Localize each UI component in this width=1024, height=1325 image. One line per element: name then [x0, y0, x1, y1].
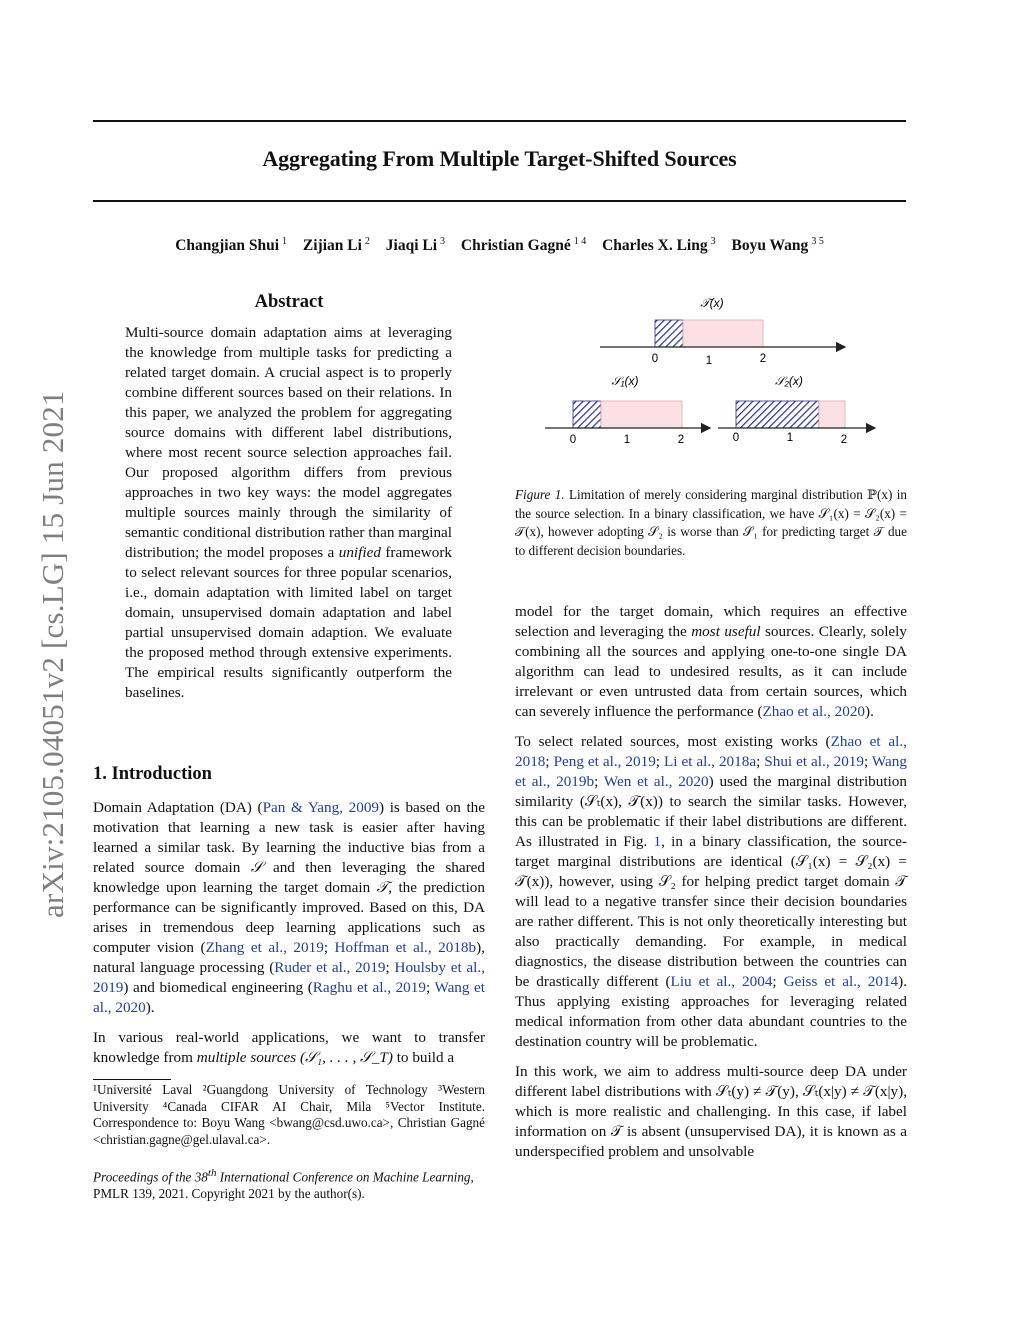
figure-reference-link[interactable]: 1 — [653, 833, 662, 850]
tick-label: 2 — [840, 434, 848, 446]
citation-link[interactable]: Pan & Yang, 2009 — [262, 799, 380, 816]
author: Changjian Shui $^1$ — [175, 236, 288, 255]
section-heading-introduction: 1. Introduction — [93, 764, 212, 784]
citation-link[interactable]: Liu et al., 2004 — [670, 973, 773, 990]
tick-label: 0 — [569, 434, 577, 446]
hatched-region-target — [655, 320, 683, 347]
paragraph: To select related sources, most existing works (Zhao et al., 2018; Peng et al., 2019; Li et al., 2018a; Shui et al., 2019; Wang et al., 2019b; Wen et al., 2020) used the marginal distribution similarity (𝒮ₜ(x), 𝒯(x)) to search the similar tasks. However, this can be problematic if their label distributions are different. As illustrated in Fig. 1, in a binary classification, the source-target marginal distributions are identical (𝒮₁(x) = 𝒮₂(x) = 𝒯(x)), however, using 𝒮₂ for helping predict target domain 𝒯 will lead to a negative transfer since their decision boundaries are rather different. This is not only theoretically interesting but also practically demanding. For example, in medical diagnostics, the disease distribution between the countries can be drastically different (Liu et al., 2004; Geiss et al., 2014). Thus applying existing approaches for leveraging related medical information from other data abundant countries to the destination country will be problematic. — [515, 733, 908, 1050]
tick-label: 1 — [623, 434, 631, 446]
footnote-rule — [93, 1079, 171, 1080]
citation-link[interactable]: Li et al., 2018a — [664, 753, 757, 770]
figure-1-caption: Figure 1. Limitation of merely considering marginal distribution ℙ(x) in the source selection. In a binary classification, we have 𝒮₁(x) = 𝒮₂(x) = 𝒯(x), however adopting 𝒮₂ is worse than 𝒮₁ for predicting target 𝒯 due to different decision boundaries. — [515, 487, 908, 558]
citation-link[interactable]: Zhao et al., 2018 — [515, 733, 907, 770]
paragraph: In this work, we aim to address multi-source deep DA under different label distributions with 𝒮ₜ(y) ≠ 𝒯(y), 𝒮ₜ(x|y) ≠ 𝒯(x|y), which is more realistic and challenging. In this case, if label information on 𝒯 is absent (unsupervised DA), it is known as a underspecified problem and unsolvable — [515, 1063, 907, 1160]
citation-link[interactable]: Wen et al., 2020 — [603, 773, 709, 790]
citation-link[interactable]: Ruder et al., 2019 — [274, 959, 386, 976]
paragraph: Domain Adaptation (DA) (Pan & Yang, 2009) is based on the motivation that learning a new task is easier after having learned a similar task. By learning the inductive bias from a related source domain 𝒮 and then leveraging the shared knowledge upon learning the target domain 𝒯, the prediction performance can be significantly improved. Based on this, DA arises in tremendous deep learning applications such as computer vision (Zhang et al., 2019; Hoffman et al., 2018b), natural language processing (Ruder et al., 2019; Houlsby et al., 2019) and biomedical engineering (Raghu et al., 2019; Wang et al., 2020). — [93, 799, 486, 1016]
citation-link[interactable]: Houlsby et al., 2019 — [93, 959, 485, 996]
author: Zijian Li $^2$ — [302, 236, 370, 255]
citation-link[interactable]: Hoffman et al., 2018b — [334, 939, 477, 956]
abstract-body: Multi-source domain adaptation aims at leveraging the knowledge from multiple tasks for predicting a related target domain. A crucial aspect is to properly combine different sources based on their relations. In this paper, we analyzed the problem for aggregating source domains with different label distributions, where most recent source selection approaches fail. Our proposed algorithm differs from previous approaches in two key ways: the model aggregates multiple sources mainly through the similarity of semantic conditional distribution rather than marginal distribution; the model proposes a unified framework to select relevant sources for three popular scenarios, i.e., domain adaptation with limited label on target domain, unsupervised domain adaptation and label partial unsupervised domain adaption. We evaluate the proposed method through extensive experiments. The empirical results significantly outperform the baselines. — [125, 324, 452, 701]
title-rule — [93, 200, 906, 202]
citation-link[interactable]: Peng et al., 2019 — [553, 753, 656, 770]
tick-label: 2 — [677, 434, 685, 446]
paper-title: Aggregating From Multiple Target-Shifted Sources — [262, 146, 737, 171]
affiliations-footnote: ¹Université Laval ²Guangdong University of Technology ³Western University ⁴Canada CIFAR AI Chair, Mila ⁵Vector Institute. Correspondence to: Boyu Wang <bwang@csd.uwo.ca>, Christian Gagné <christian.gagne@gel.ulaval.ca>. — [93, 1082, 485, 1147]
pink-region-source-2 — [819, 401, 845, 428]
author: Charles X. Ling $^3$ — [602, 236, 716, 255]
paragraph: In various real-world applications, we want to transfer knowledge from multiple sources (𝒮₁, . . . , 𝒮_T) to build a — [93, 1029, 485, 1066]
tick-label: 1 — [786, 432, 794, 444]
author: Christian Gagné $^{1 4}$ — [460, 236, 587, 255]
citation-link[interactable]: Raghu et al., 2019 — [312, 979, 426, 996]
citation-link[interactable]: Geiss et al., 2014 — [783, 973, 899, 990]
pink-region-source-1 — [601, 401, 682, 428]
figure-1-diagram — [540, 288, 910, 453]
source-2-distribution-label: 𝒮₂(x) — [775, 374, 803, 388]
citation-link[interactable]: Wang et al., 2019b — [515, 753, 907, 790]
citation-link[interactable]: Zhang et al., 2019 — [205, 939, 324, 956]
author: Boyu Wang $^{3 5}$ — [731, 236, 824, 255]
abstract-heading: Abstract — [254, 292, 324, 312]
arxiv-identifier: arXiv:2105.04051v2 [cs.LG] 15 Jun 2021 — [35, 390, 70, 918]
author: Jiaqi Li $^3$ — [385, 236, 446, 255]
introduction-body — [93, 798, 485, 1068]
source-1-distribution-label: 𝒮₁(x) — [611, 374, 639, 388]
hatched-region-source-1 — [573, 401, 601, 428]
target-distribution-label: 𝒯(x) — [700, 296, 724, 310]
citation-link[interactable]: Shui et al., 2019 — [764, 753, 864, 770]
citation-link[interactable]: Zhao et al., 2020 — [762, 703, 866, 720]
hatched-region-source-2 — [736, 401, 819, 428]
tick-label: 1 — [705, 355, 713, 367]
tick-label: 2 — [759, 353, 767, 365]
top-rule — [93, 120, 906, 122]
tick-label: 0 — [651, 353, 659, 365]
citation-link[interactable]: Wang et al., 2020 — [93, 979, 486, 1016]
pink-region-target — [683, 320, 763, 347]
proceedings-note: Proceedings of the 38th International Conference on Machine Learning, PMLR 139, 2021. Copyright 2021 by the author(s). — [93, 1167, 474, 1202]
figure-label: Figure 1. — [515, 487, 565, 502]
tick-label: 0 — [732, 432, 740, 444]
author-list — [93, 236, 906, 255]
paragraph: model for the target domain, which requires an effective selection and leveraging the most useful sources. Clearly, solely combining all the sources and applying one-to-one single DA algorithm can lead to undesired results, as it can include irrelevant or even untrusted data from certain sources, which can severely influence the performance (Zhao et al., 2020). — [515, 603, 907, 720]
right-column-body — [515, 602, 907, 1162]
